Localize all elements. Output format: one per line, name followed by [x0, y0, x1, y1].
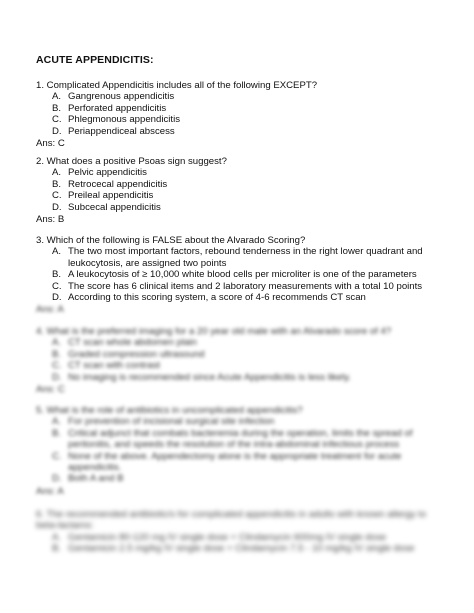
question-stem: 5. What is the role of antibiotics in uncomplicated appendicitis? [36, 405, 303, 416]
option-item [36, 532, 446, 543]
answer-line: Ans: C [36, 384, 65, 396]
question-stem: 4. What is the preferred imaging for a 20 year old male with an Alvarado score of 4? [36, 326, 392, 337]
option-letter: C. [52, 190, 62, 202]
answer-line: Ans: C [36, 138, 65, 150]
option-item [36, 114, 446, 125]
option-letter: B. [52, 543, 62, 555]
option-text: Perforated appendicitis [68, 102, 167, 114]
option-letter: D. [52, 371, 62, 383]
option-text: Gentamicin 80-120 mg IV single dose + Clindamycin 600mg IV single dose [68, 531, 387, 543]
option-item [36, 416, 446, 427]
option-letter: A. [52, 416, 62, 428]
option-letter: A. [52, 167, 62, 179]
option-text: According to this scoring system, a score of 4-6 recommends CT scan [68, 292, 366, 304]
document-title: ACUTE APPENDICITIS: [36, 54, 154, 66]
option-letter: A. [52, 337, 62, 349]
question-stem: 3. Which of the following is FALSE about the Alvarado Scoring? [36, 235, 306, 246]
question-stem: 6. The recommended antibiotic/s for complicated appendicitis in adults with known allergy to beta-lactams: [36, 509, 427, 532]
option-letter: C. [52, 280, 62, 292]
option-text: Pelvic appendicitis [68, 167, 147, 179]
option-item [36, 451, 446, 474]
option-list [36, 91, 446, 137]
option-letter: C. [52, 450, 62, 462]
option-text: Periappendiceal abscess [68, 125, 175, 137]
option-letter: D. [52, 473, 62, 485]
option-text: The score has 6 clinical items and 2 laboratory measurements with a total 10 points [68, 280, 423, 292]
question-stem: 1. Complicated Appendicitis includes all of the following EXCEPT? [36, 80, 318, 91]
option-letter: B. [52, 269, 62, 281]
option-text: CT scan with contrast [68, 360, 161, 372]
option-item [36, 360, 446, 371]
option-letter: B. [52, 178, 62, 190]
option-list [36, 416, 446, 484]
option-letter: D. [52, 292, 62, 304]
question-4 [36, 326, 446, 395]
question-1 [36, 80, 446, 149]
option-item [36, 543, 446, 554]
option-text: Subcecal appendicitis [68, 201, 161, 213]
answer-line: Ans: A [36, 485, 64, 497]
option-letter: A. [52, 246, 62, 258]
option-letter: B. [52, 102, 62, 114]
option-letter: D. [52, 125, 62, 137]
option-letter: C. [52, 114, 62, 126]
option-text: Both A and B [68, 473, 124, 485]
option-item [36, 281, 446, 292]
option-item [36, 428, 446, 451]
option-item [36, 269, 446, 280]
answer-line: Ans: B [36, 214, 65, 226]
option-text: Gentamicin 2.5 mg/kg IV single dose + Clindamycin 7.5 - 10 mg/kg IV single dose [68, 543, 415, 555]
option-item [36, 179, 446, 190]
option-text: Critical adjunct that combats bacteremia during the operation, limits the spread of peritonitis, and speeds the resolution of the intra-abdominal infectious process [68, 427, 413, 451]
option-item [36, 103, 446, 114]
option-item [36, 126, 446, 137]
option-item [36, 167, 446, 178]
answer-line: Ans: A [36, 304, 64, 316]
option-item [36, 372, 446, 383]
option-letter: B. [52, 348, 62, 360]
option-item [36, 292, 446, 303]
option-list [36, 246, 446, 303]
option-text: CT scan whole abdomen plain [68, 337, 197, 349]
option-text: For prevention of incisional surgical site infection [68, 416, 275, 428]
option-text: None of the above. Appendectomy alone is the appropriate treatment for acute appendicitis. [68, 450, 402, 474]
option-list [36, 167, 446, 213]
option-text: Retrocecal appendicitis [68, 178, 168, 190]
option-item [36, 246, 446, 269]
option-list [36, 532, 446, 555]
option-text: A leukocytosis of ≥ 10,000 white blood cells per microliter is one of the parameters [68, 269, 417, 281]
question-3 [36, 235, 446, 316]
question-6 [36, 509, 446, 555]
option-item [36, 349, 446, 360]
option-item [36, 337, 446, 348]
question-stem: 2. What does a positive Psoas sign suggest? [36, 156, 227, 167]
option-text: Graded compression ultrasound [68, 348, 205, 360]
option-letter: A. [52, 91, 62, 103]
option-letter: D. [52, 201, 62, 213]
option-item [36, 91, 446, 102]
question-2 [36, 156, 446, 225]
question-5 [36, 405, 446, 497]
option-text: Gangrenous appendicitis [68, 91, 175, 103]
option-text: The two most important factors, rebound tenderness in the right lower quadrant and leukocytosis, are assigned two points [68, 246, 423, 269]
option-letter: C. [52, 360, 62, 372]
option-text: No imaging is recommended since Acute Appendicitis is less likely. [68, 371, 351, 383]
option-letter: A. [52, 531, 62, 543]
option-item [36, 202, 446, 213]
option-item [36, 473, 446, 484]
option-item [36, 190, 446, 201]
option-letter: B. [52, 427, 62, 439]
option-list [36, 337, 446, 383]
option-text: Preileal appendicitis [68, 190, 154, 202]
option-text: Phlegmonous appendicitis [68, 114, 181, 126]
